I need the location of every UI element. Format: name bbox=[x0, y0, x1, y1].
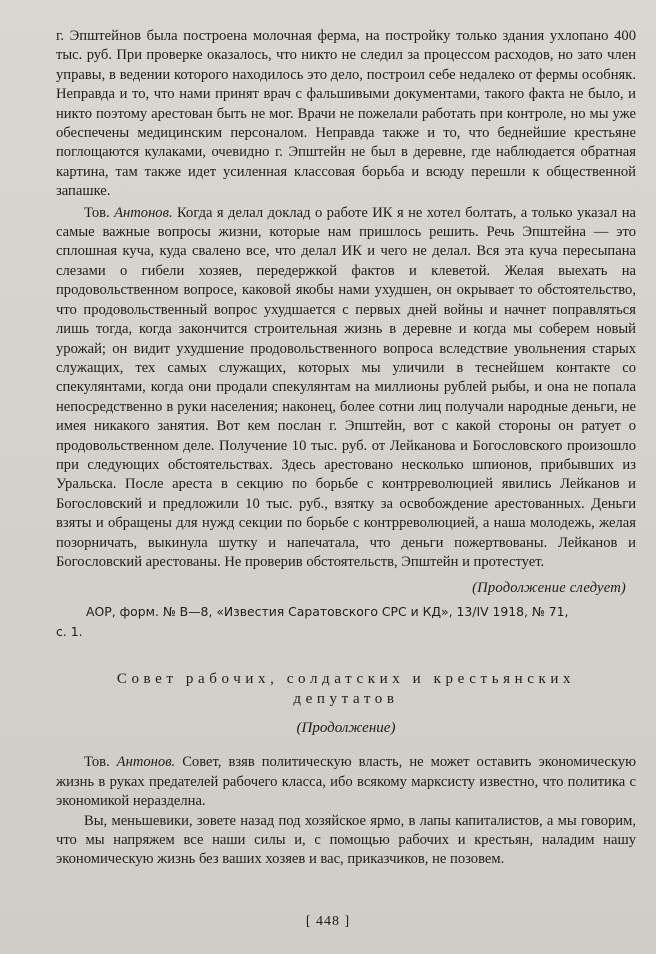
paragraph-antonov-reply bbox=[56, 204, 636, 573]
section-title-line-1: Совет рабочих, солдатских и крестьянских bbox=[116, 671, 576, 688]
source-line-2: с. 1. bbox=[56, 624, 83, 640]
speaker-name: Антонов. bbox=[116, 754, 176, 771]
section-subtitle: (Продолжение) bbox=[296, 720, 396, 737]
section-title-line-2: депутатов bbox=[293, 691, 399, 708]
speaker-prefix: Тов. bbox=[84, 204, 115, 221]
source-line-1: АОР, форм. № В—8, «Известия Саратовского СРС и КД», 13/IV 1918, № 71, bbox=[86, 604, 569, 620]
page-number: [ 448 ] bbox=[305, 914, 351, 929]
paragraph-epstein-continuation: г. Эпштейнов была построена молочная ферма, на постройку только здания ухлопано 400 тыс. руб. При проверке оказалось, что никто не следил за процессом расходов, но зато член управы, в ведении которого находилось это дело, построил себе недалеко от фермы особняк. Неправда и то, что нами принят врач с фальшивыми документами, такого факта не было, и никто поэтому арестован быть не мог. Врачи не пожелали работать при контроле, но мы уже обеспечены медицинским персоналом. Неправда также и то, что беднейшие крестьяне поглощаются кулаками, очевидно г. Эпштейн не был в деревне, где наблюдается обратная картина, там также идет усиленная классовая борьба и всюду перешли к общественной запашке. bbox=[56, 28, 636, 200]
speech-text: Когда я делал доклад о работе ИК я не хотел болтать, а только указал на самые важные вопросы жизни, которые нам пришлось решить. Речь Эпштейна — это сплошная куча, куда свалено все, что делал ИК и чего не делал. Вся эта куча пересыпана слезами о гибели хозяев, передержкой фактов и клеветой. Желая выехать на продовольственном вопросе, каковой якобы нами ухудшен, он окрывает то обстоятельство, что продовольственный вопрос ухудшается с первых дней войны и начнет поправляться лишь тогда, когда закончится строительная жизнь в деревне и когда мы соберем новый урожай; он видит ухудшение продовольственного вопроса вследствие увольнения старых служащих, тех самых служащих, которых мы уличили в теснейшем контакте со спекулянтами, когда они продали спекулянтам на миллионы рублей рыбы, и она не попала непосредственно в руки населения; наконец, более сотни лиц получали народные деньги, не имея никакого занятия. Вот кем послан г. Эпштейн, вот с какой стороны он ратует о продовольственном деле. Получение 10 тыс. руб. от Лейканова и Богословского произошло при следующих обстоятельствах. Здесь арестовано несколько шпионов, прибывших из Уральска. После ареста в секцию по борьбе с контрреволюцией явились Лейканов и Богословский и предложили 10 тыс. руб., взятку за освобождение арестованных. Деньги взяты и обращены для нужд секции по борьбе с контрреволюцией, а наша молодежь, желая позорничать, выкинула шутку и напечатала, что деньги пожертвованы. Лейканов и Богословский арестованы. Не проверив обстоятельств, Эпштейн и протестует. bbox=[56, 204, 636, 570]
speaker-prefix: Тов. bbox=[84, 754, 117, 771]
section-title bbox=[56, 669, 636, 709]
continuation-note: (Продолжение следует) bbox=[472, 580, 626, 597]
archive-source-note bbox=[56, 602, 636, 642]
paragraph-mensheviks: Вы, меньшевики, зовете назад под хозяйское ярмо, в лапы капиталистов, а мы говорим, что мы напряжем все наши силы и, с помощью рабочих и крестьян, наладим нашу экономическую жизнь без ваших хозяев и вас, приказчиков, не позовем. bbox=[56, 812, 636, 868]
paragraph-antonov-council bbox=[56, 753, 636, 811]
text-column bbox=[56, 27, 636, 870]
speaker-name: Антонов. bbox=[114, 204, 173, 221]
speech-text: Совет, взяв политическую власть, не может оставить экономическую жизнь в руках предателей рабочего класса, ибо всякому марксисту известно, что политика с экономикой неразделна. bbox=[56, 754, 636, 810]
